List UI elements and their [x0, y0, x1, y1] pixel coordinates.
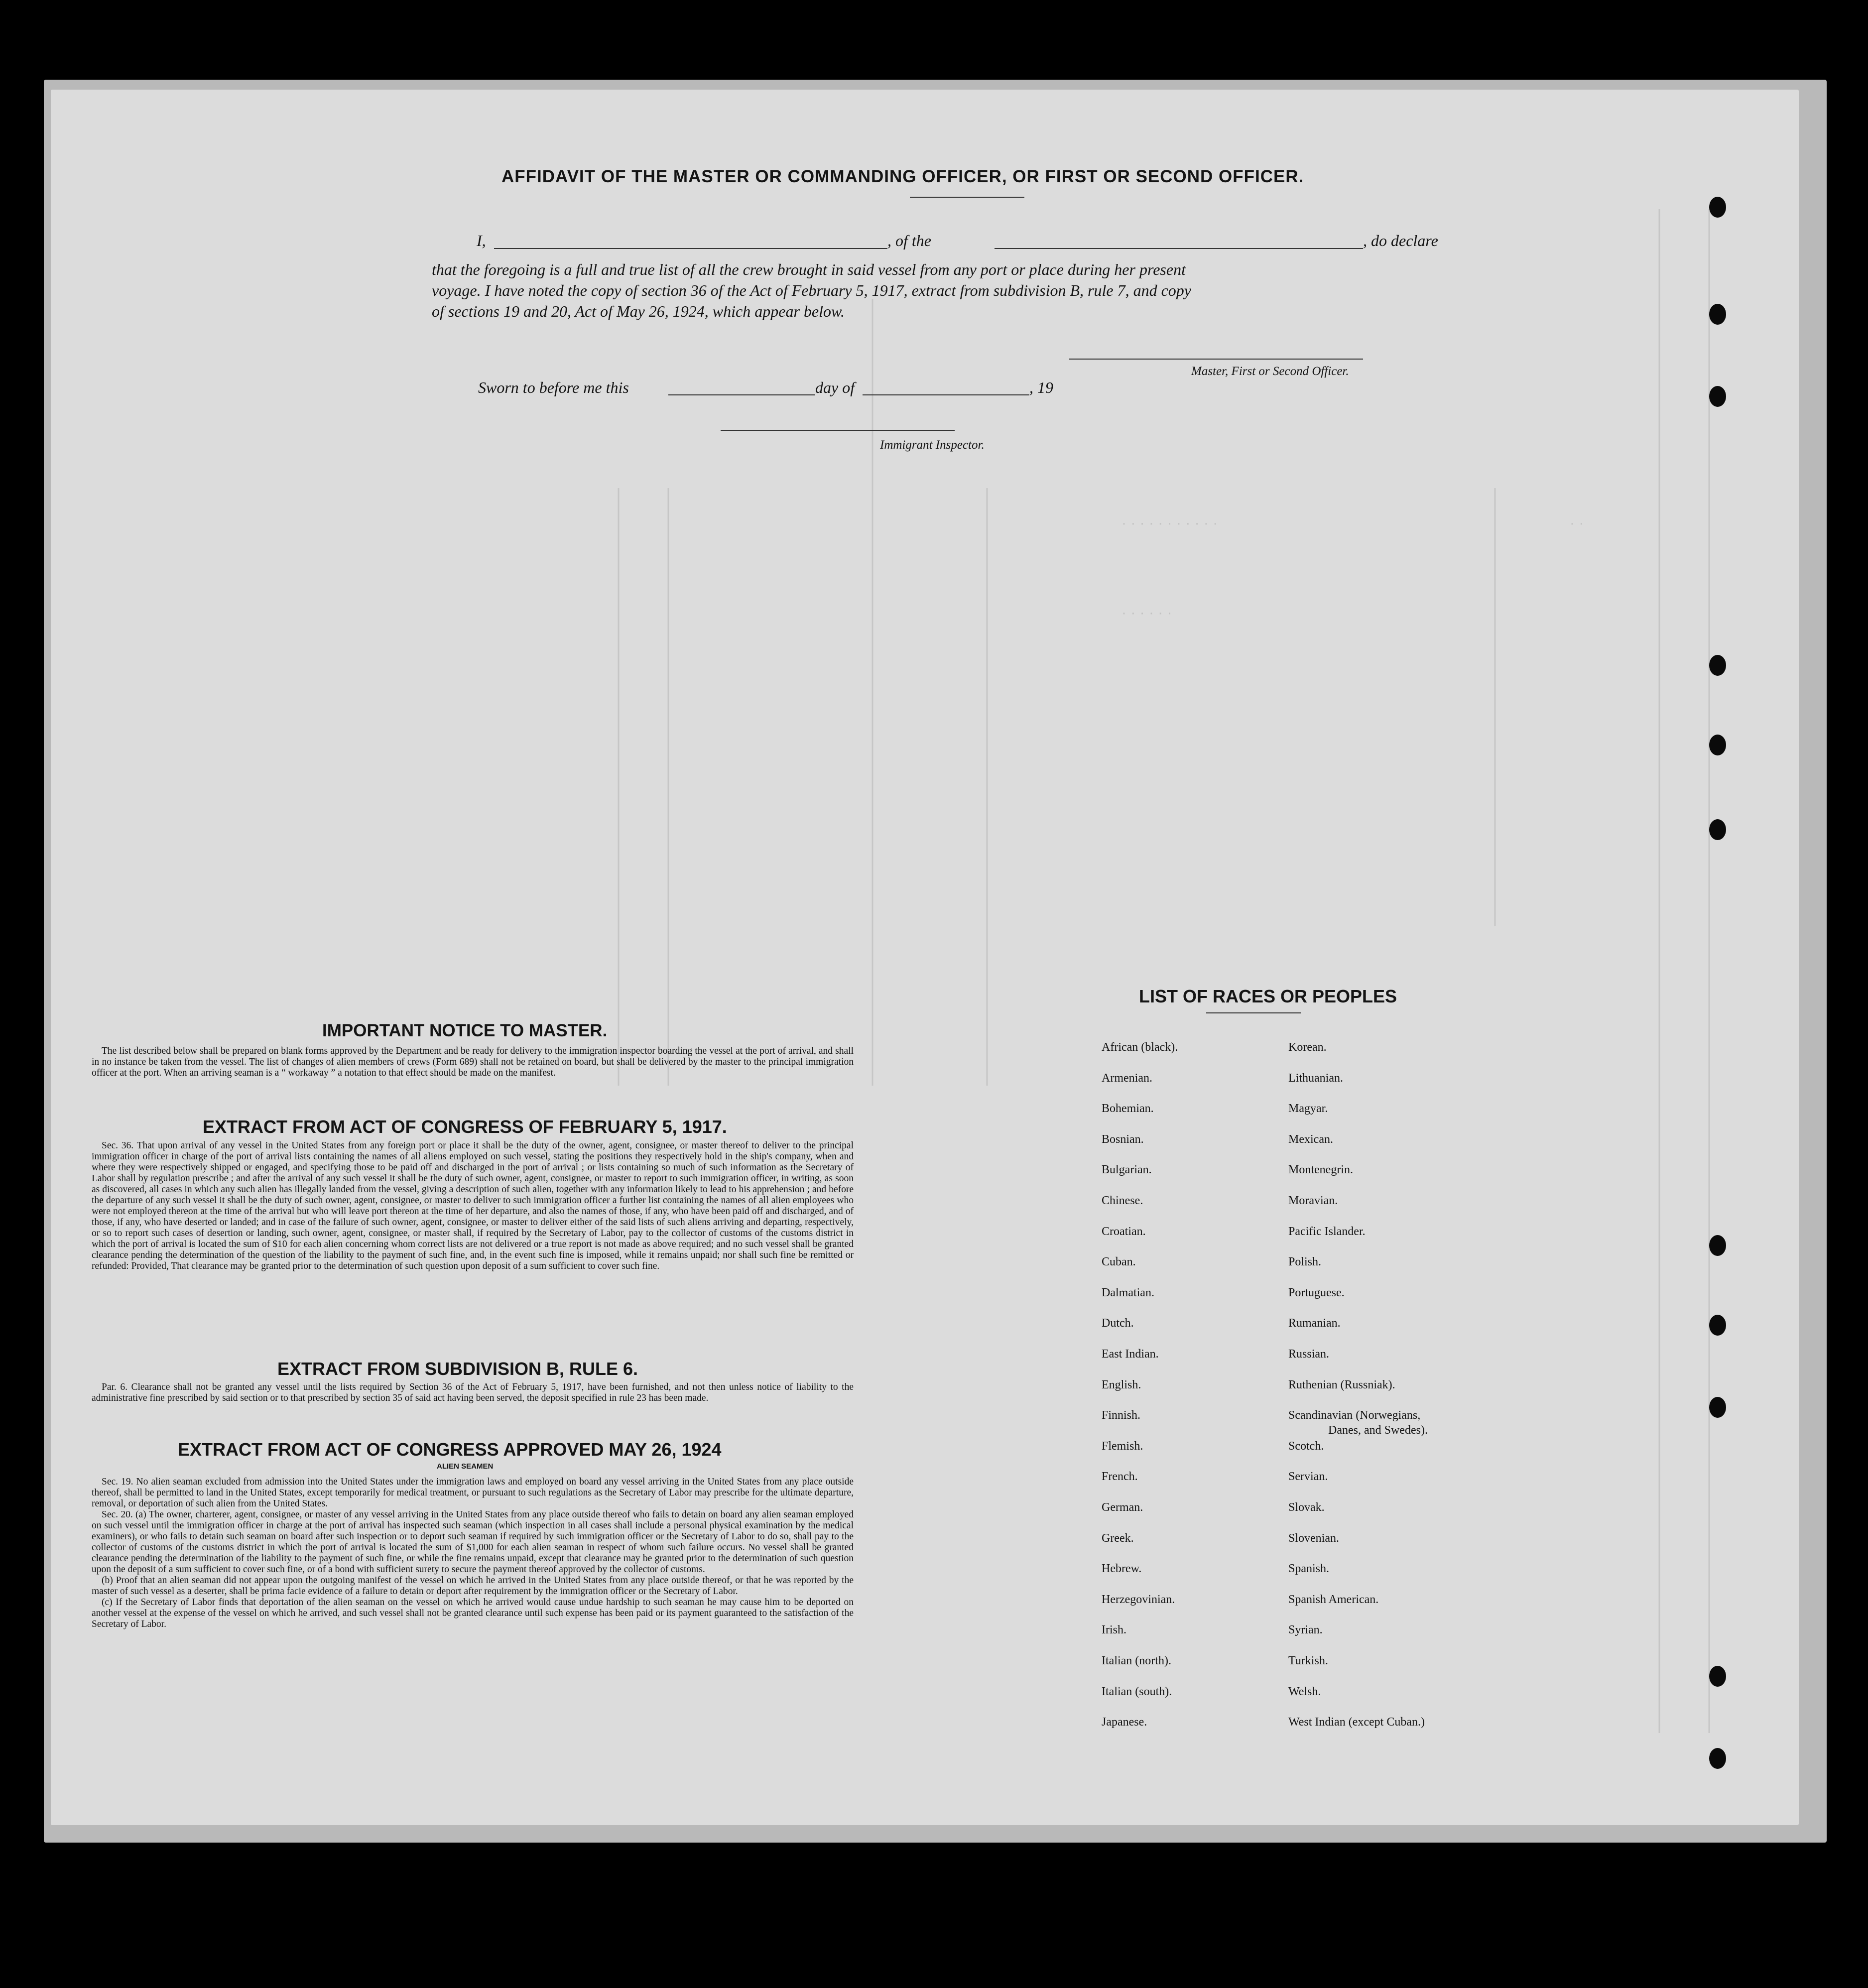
punch-hole [1709, 819, 1726, 840]
name-blank[interactable] [494, 248, 887, 249]
punch-hole [1709, 386, 1726, 407]
sec20c-text: (c) If the Secretary of Labor finds that deportation of the alien seaman on the vessel on which he arrived would cause undue hardship to such seaman he may cause him to be deported on another vessel at the expense of the vessel on which he arrived, and such vessel shall not be granted clearance until such expense has been paid or its payment guaranteed to the satisfaction of the Secretary of Labor. [92, 1597, 854, 1629]
sec20a-text: Sec. 20. (a) The owner, charterer, agent, consignee, or master of any vessel arriving in the United States from any place outside thereof who fails to detain on board any alien seaman employed on such vessel until the immigration officer in charge at the port of arrival has inspected such seaman (which inspection in all cases shall include a personal physical examination by the medical examiners), or who fails to detain such seaman on board after such inspection or to deport such seaman if required by such immigration officer or the Secretary of Labor to do so, shall pay to the collector of customs of the customs district in which the port of arrival is located the sum of $1,000 for each alien seaman in respect of whom such failure occurs. No vessel shall be granted clearance pending the determination of the liability to the payment of such fine, or while the fine remains unpaid, except that clearance may be granted prior to the determination of such question upon the deposit of a sum sufficient to cover such fine, or of a bond with sufficient surety to secure the payment thereof approved by the collector of customs. [92, 1509, 854, 1575]
race-item: Croatian. [1102, 1225, 1146, 1238]
race-item: Dalmatian. [1102, 1286, 1154, 1299]
race-item: Spanish. [1288, 1562, 1330, 1576]
race-item: Slovak. [1288, 1501, 1325, 1514]
subdivision-b-block [92, 1382, 854, 1404]
sworn-day-blank[interactable] [668, 394, 815, 395]
race-item: Mexican. [1288, 1132, 1333, 1146]
race-item: Ruthenian (Russniak). [1288, 1378, 1395, 1391]
race-item: Russian. [1288, 1348, 1330, 1361]
extract-1917-title: EXTRACT FROM ACT OF CONGRESS OF FEBRUARY 5, 1917. [203, 1117, 727, 1137]
affidavit-body-line1: that the foregoing is a full and true list of all the crew brought in said vessel from any port or place during her present [432, 260, 1186, 278]
notice-text: The list described below shall be prepared on blank forms approved by the Department and be ready for delivery to the immigration inspector boarding the vessel at the port of arrival, and shall in no instance be taken from the vessel. The list of changes of alien members of crews (Form 689) shall not be retained on board, but shall be delivered by the master to the principal immigration officer at the port. When an arriving seaman is a “ workaway ” a notation to that effect should be made on the manifest. [92, 1046, 854, 1078]
race-item: African (black). [1102, 1041, 1178, 1054]
race-scandinavian-continued: Danes, and Swedes). [1328, 1424, 1428, 1437]
extract-1924-block [92, 1477, 854, 1630]
inspector-signature-line[interactable] [721, 430, 955, 431]
sworn-month-blank[interactable] [863, 394, 1029, 395]
race-item: Welsh. [1288, 1685, 1321, 1698]
punch-hole [1709, 1666, 1726, 1687]
race-item: East Indian. [1102, 1348, 1159, 1361]
affidavit-title-rule [910, 197, 1024, 198]
sworn-day-of: day of [815, 378, 855, 396]
race-item: Finnish. [1102, 1409, 1141, 1422]
extract-1917-text: Sec. 36. That upon arrival of any vessel in the United States from any foreign port or place it shall be the duty of the owner, agent, consignee, or master thereof to deliver to the principal immigration officer in charge of the port of arrival lists containing the names of all aliens employed on such vessel, stating the positions they respectively hold in the ship's company, when and where they were respectively shipped or engaged, and specifying those to be paid off and discharged in the port of arrival ; or lists containing so much of such information as the Secretary of Labor shall by regulation prescribe ; and after the arrival of any such vessel it shall be the duty of such owner, agent, consignee, or master to report to such immigration officer, in writing, as soon as discovered, all cases in which any such alien has illegally landed from the vessel, giving a description of such alien, together with any information likely to lead to his apprehension ; and before the departure of any such vessel it shall be the duty of such owner, agent, consignee, or master to deliver to such immigration officer a further list containing the names of all alien employees who were not employed thereon at the time of the arrival but who will leave port thereon at the time of her departure, and also the names of those, if any, who have been paid off and discharged, and of those, if any, who have deserted or landed; and in case of the failure of such owner, agent, consignee, or master to deliver either of the said lists of such aliens arriving and departing, respectively, or so to report such cases of desertion or landing, such owner, agent, consignee, or master shall, if required by the Secretary of Labor, pay to the collector of customs of the customs district in which the port of arrival is located the sum of $10 for each alien concerning whom correct lists are not delivered or a true report is not made as above required; and no such vessel shall be granted clearance pending the determination of the question of the liability to the payment of such fine, and, in the event such fine is imposed, while it remains unpaid; nor shall such fine be remitted or refunded: Provided, That clearance may be granted prior to the determination of such question upon deposit of a sum sufficient to cover such fine. [92, 1140, 854, 1271]
race-item: Moravian. [1288, 1194, 1338, 1207]
race-item: Italian (south). [1102, 1685, 1172, 1698]
affidavit-do-declare: , do declare [1363, 232, 1438, 249]
inspector-caption: Immigrant Inspector. [880, 438, 985, 452]
sworn-year: , 19 [1029, 378, 1053, 396]
subdivision-b-text: Par. 6. Clearance shall not be granted any vessel until the lists required by Section 36 of the Act of February 5, 1917, have been furnished, and not then unless notice of liability to the administrative fine prescribed by said section or to that prescribed by section 35 of said act having been served, the deposit specified in rule 23 has been made. [92, 1382, 854, 1403]
race-item: Bosnian. [1102, 1132, 1144, 1146]
punch-hole [1709, 1748, 1726, 1769]
punch-hole [1709, 1397, 1726, 1418]
master-signature-line[interactable] [1069, 359, 1363, 360]
document-page [51, 90, 1799, 1825]
race-item: Armenian. [1102, 1071, 1152, 1085]
race-item: Lithuanian. [1288, 1071, 1343, 1085]
race-item: Polish. [1288, 1255, 1322, 1269]
race-item: Korean. [1288, 1041, 1327, 1054]
race-item: Magyar. [1288, 1102, 1328, 1116]
race-item: Irish. [1102, 1623, 1126, 1637]
notice-text-block [92, 1046, 854, 1079]
svg-text:· ·: · · [1570, 515, 1584, 531]
affidavit-of-the: , of the [887, 232, 931, 249]
race-item: English. [1102, 1378, 1141, 1391]
race-item: Cuban. [1102, 1255, 1136, 1269]
race-item: Scotch. [1288, 1439, 1324, 1453]
punch-hole [1709, 1235, 1726, 1256]
sworn-label: Sworn to before me this [478, 378, 629, 396]
subdivision-b-title: EXTRACT FROM SUBDIVISION B, RULE 6. [277, 1359, 638, 1379]
races-title: LIST OF RACES OR PEOPLES [1139, 986, 1397, 1006]
affidavit-body-line3: of sections 19 and 20, Act of May 26, 1924, which appear below. [432, 302, 845, 320]
sec19-text: Sec. 19. No alien seaman excluded from admission into the United States under the immigration laws and employed on board any vessel arriving in the United States from any place outside thereof, shall be permitted to land in the United States, except temporarily for medical treatment, or pursuant to such regulations as the Secretary of Labor may prescribe for the ultimate departure, removal, or deportation of such alien from the United States. [92, 1477, 854, 1509]
race-item: Portuguese. [1288, 1286, 1345, 1299]
affidavit-body-line2: voyage. I have noted the copy of section 36 of the Act of February 5, 1917, extract from subdivision B, rule 7, and copy [432, 281, 1191, 299]
punch-hole [1709, 735, 1726, 755]
race-item: Italian (north). [1102, 1654, 1171, 1667]
svg-text:· · · · · · · · · ·: · · · · · · · · · · · [1121, 515, 1218, 531]
race-item: Hebrew. [1102, 1562, 1142, 1576]
vessel-blank[interactable] [995, 248, 1363, 249]
race-item: Pacific Islander. [1288, 1225, 1366, 1238]
race-item: Turkish. [1288, 1654, 1328, 1667]
race-item: Bohemian. [1102, 1102, 1154, 1116]
race-item: Servian. [1288, 1470, 1328, 1484]
punch-hole [1709, 1315, 1726, 1336]
race-item: Greek. [1102, 1531, 1134, 1545]
race-item: Herzegovinian. [1102, 1593, 1175, 1606]
race-item: Slovenian. [1288, 1531, 1339, 1545]
affidavit-i-label: I, [477, 232, 486, 249]
sec20b-text: (b) Proof that an alien seaman did not appear upon the outgoing manifest of the vessel on which he arrived in the United States from any place outside thereof, or that he was reported by the master of such vessel as a deserter, shall be prima facie evidence of a failure to detain or deport after requirement by the immigration officer or the Secretary of Labor. [92, 1575, 854, 1597]
svg-text:· · · · · ·: · · · · · · [1121, 605, 1172, 621]
race-item: Rumanian. [1288, 1317, 1341, 1330]
punch-hole [1709, 655, 1726, 676]
punch-hole [1709, 304, 1726, 325]
race-item: Bulgarian. [1102, 1163, 1152, 1177]
extract-1917-block [92, 1140, 854, 1272]
affidavit-title: AFFIDAVIT OF THE MASTER OR COMMANDING OFFICER, OR FIRST OR SECOND OFFICER. [501, 167, 1304, 186]
race-item: Montenegrin. [1288, 1163, 1353, 1177]
race-item: Japanese. [1102, 1716, 1147, 1729]
punch-hole [1709, 197, 1726, 218]
race-item: Scandinavian (Norwegians, [1288, 1409, 1421, 1422]
races-title-rule [1206, 1012, 1301, 1013]
race-item: Spanish American. [1288, 1593, 1379, 1606]
extract-1924-title: EXTRACT FROM ACT OF CONGRESS APPROVED MAY 26, 1924 [178, 1439, 722, 1460]
race-item: German. [1102, 1501, 1143, 1514]
race-item: Syrian. [1288, 1623, 1323, 1637]
race-item: Chinese. [1102, 1194, 1143, 1207]
master-caption: Master, First or Second Officer. [1191, 365, 1349, 378]
extract-1924-subtitle: ALIEN SEAMEN [437, 1462, 494, 1471]
race-item: West Indian (except Cuban.) [1288, 1716, 1425, 1729]
race-item: Flemish. [1102, 1439, 1143, 1453]
notice-title: IMPORTANT NOTICE TO MASTER. [322, 1021, 608, 1040]
race-item: Dutch. [1102, 1317, 1134, 1330]
race-item: French. [1102, 1470, 1138, 1484]
